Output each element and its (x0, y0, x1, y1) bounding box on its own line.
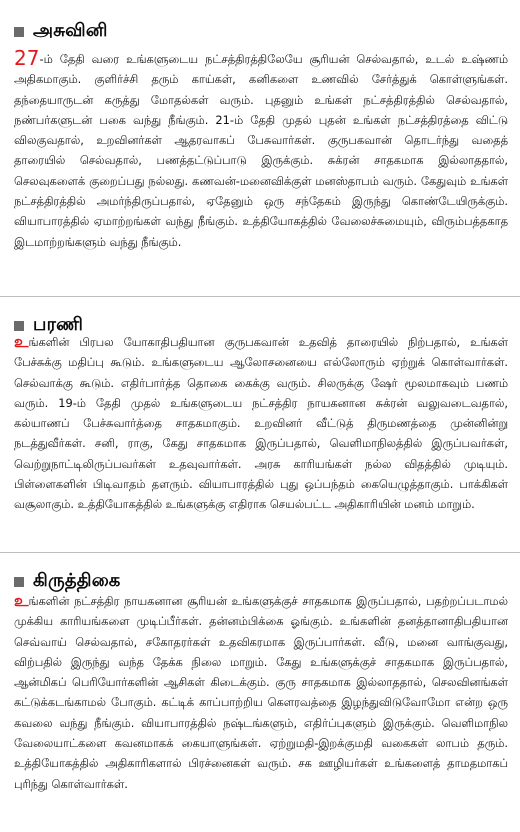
section-title: பரணி (33, 313, 84, 335)
square-bullet-icon (14, 27, 24, 37)
square-bullet-icon (14, 577, 24, 587)
section-body (14, 591, 508, 831)
section-heading (14, 19, 108, 43)
section-body (14, 332, 508, 542)
square-bullet-icon (14, 321, 24, 331)
section-text: ங்களின் பிரபல யோகாதிபதியான குருபகவான் உதவித் தாரையில் நிற்பதால், உங்கள் பேச்சுக்கு மதிப்பு கூடும். உங்களுடைய ஆலோசனையை எல்லோரும் ஏற்றுக் கொள்வார்கள். செல்வாக்கு கூடும். எதிர்பார்த்த தொகை கைக்கு வரும். சிலருக்கு ஷேர் மூலமாகவும் பணம் வரும். 19-ம் தேதி முதல் உங்களுடைய நட்சத்திர நாயகனான சுக்ரன் வலுவடைவதால், கல்யாணப் பேச்சுவார்த்தை சாதகமாகும். உறவினர் வீட்டுத் திருமணத்தை முன்னின்று நடத்துவீர்கள். சனி, ராகு, கேது சாதகமாக இருப்பதால், வெளிமாநிலத்தில் இருப்பவர்கள், வெற்றுநாட்டிலிருப்பவர்கள் உதவுவார்கள். அரசு காரியங்கள் நல்ல விதத்தில் முடியும். பிள்ளைகளின் பிடிவாதம் தளரும். வியாபாரத்தில் புது ஒப்பந்தம் கையெழுத்தாகும். பாக்கிகள் வசூலாகும். உத்தியோகத்தில் உங்களுக்கு எதிராக செயல்பட்ட அதிகாரியின் மனம் மாறும். (14, 335, 508, 512)
lead-letter: உ (14, 591, 29, 610)
section-text: -ம் தேதி வரை உங்களுடைய நட்சத்திரத்திலேயே சூரியன் செல்வதால், உடல் உஷ்ணம் அதிகமாகும். குளிர்ச்சி தரும் காய்கள், கனிகளை உணவில் சேர்த்துக் கொள்ளுங்கள். தந்தையாருடன் கருத்து மோதல்கள் வரும். புதனும் உங்கள் நட்சத்திரத்தில் செல்வதால், நண்பர்களுடன் பகை வந்து நீங்கும். 21-ம் தேதி முதல் புதன் உங்கள் நட்சத்திரத்தை விட்டு விலகுவதால், உறவினர்கள் ஆதரவாகப் பேசுவார்கள். குருபகவான் தொடர்ந்து வதைத் தாரையில் செல்வதால், பணத்தட்டுப்பாடு இருக்கும். சுக்ரன் சாதகமாக இல்லாததால், செலவுகளைக் குறைப்பது நல்லது. கணவன்-மனைவிக்குள் மனஸ்தாபம் வரும். கேதுவும் உங்கள் நட்சத்திரத்தில் அமர்ந்திருப்பதால், ஏதேனும் ஒரு சந்தேகம் இருந்து கொண்டேயிருக்கும். வியாபாரத்தில் ஏமாற்றங்கள் வந்து நீங்கும். உத்தியோகத்தில் வேலைச்சுமையும், விரும்பத்தகாத இடமாற்றங்களும் வந்து நீங்கும். (14, 52, 508, 249)
lead-number: 27 (14, 48, 40, 70)
section-title: அசுவினி (33, 19, 108, 41)
section-heading (14, 569, 120, 593)
section-bharani (0, 296, 520, 544)
section-title: கிருத்திகை (33, 569, 121, 591)
lead-letter: உ (14, 332, 29, 351)
section-krittika (0, 552, 520, 832)
section-text: ங்களின் நட்சத்திர நாயகனான சூரியன் உங்களுக்குச் சாதகமாக இருப்பதால், பதற்றப்படாமல் முக்கிய காரியங்களை முடிப்பீர்கள். தன்னம்பிக்கை ஓங்கும். உங்களின் தனத்தானாதிபதியான செவ்வாய் செல்வதால், சகோதரர்கள் உதவிகரமாக இருப்பார்கள். வீடு, மனை வாங்குவது, விற்பதில் இருந்து வந்த தேக்க நிலை மாறும். கேது உங்களுக்குச் சாதகமாக இருப்பதால், ஆன்மிகப் பெரியோர்களின் ஆசிகள் கிடைக்கும். குரு சாதகமாக இல்லாததால், செலவினங்கள் கட்டுக்கடங்காமல் போகும். கட்டிக் காப்பாற்றிய கௌரவத்தை இழந்துவிடுவோமோ என்ற ஒரு கவலை வந்து நீங்கும். வியாபாரத்தில் நஷ்டங்களும், எதிர்ப்புகளும் இருக்கும். வெளிமாநில வேலையாட்களை கவனமாகக் கையாளுங்கள். ஏற்றுமதி-இறக்குமதி வகைகள் லாபம் தரும். உத்தியோகத்தில் அதிகாரிகளால் பிரச்னைகள் வரும். சக ஊழியர்கள் உங்களைத் தாமதமாகப் புரிந்து கொள்வார்கள். (14, 594, 508, 791)
section-body (14, 48, 508, 288)
section-aswini (0, 0, 520, 290)
